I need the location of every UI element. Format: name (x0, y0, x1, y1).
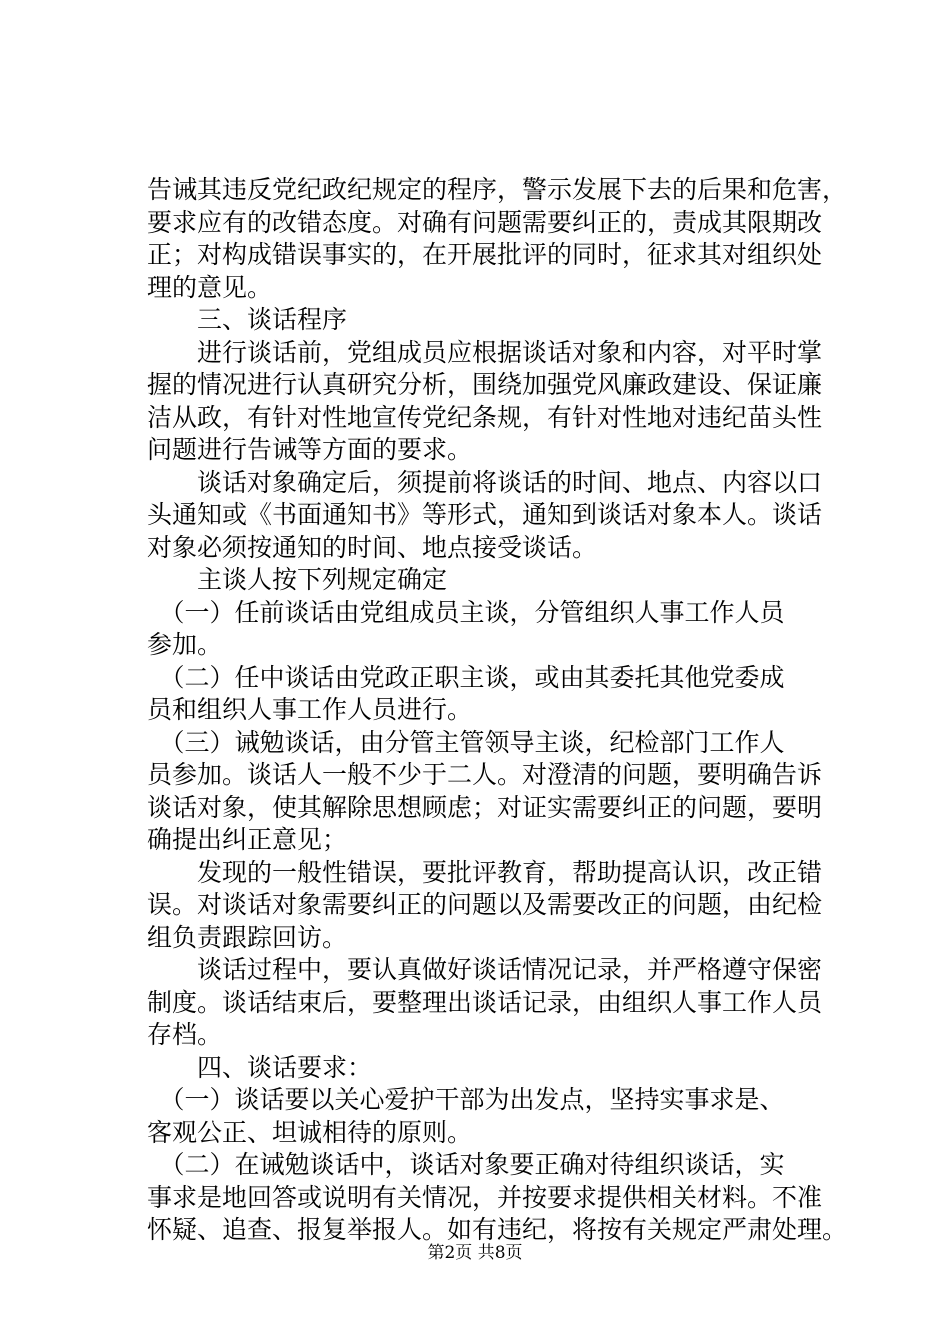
text-line: 参加。 (147, 630, 223, 659)
paragraph (147, 727, 847, 857)
text-line: 谈话过程中，要认真做好谈话情况记录，并严格遵守保密 (147, 955, 823, 984)
page-number-label: 第2页 共8页 (427, 1243, 523, 1263)
text-line: 谈话对象确定后，须提前将谈话的时间、地点、内容以口 (147, 467, 823, 497)
text-line: （三）诫勉谈话，由分管主管领导主谈，纪检部门工作人 (147, 727, 785, 757)
text-line: 握的情况进行认真研究分析，围绕加强党风廉政建设、保证廉 (147, 370, 823, 399)
paragraph (147, 1149, 847, 1247)
text-line: 谈话对象，使其解除思想顾虑；对证实需要纠正的问题，要明 (147, 792, 823, 822)
text-line: 员参加。谈话人一般不少于二人。对澄清的问题，要明确告诉 (147, 760, 823, 789)
text-line: 事求是地回答或说明有关情况，并按要求提供相关材料。不准 (147, 1182, 823, 1212)
text-line: （二）任中谈话由党政正职主谈，或由其委托其他党委成 (147, 662, 785, 692)
text-line: 客观公正、坦诚相待的原则。 (147, 1117, 473, 1147)
text-line: （一）任前谈话由党组成员主谈，分管组织人事工作人员 (147, 597, 785, 627)
paragraph (147, 564, 847, 597)
page-footer (0, 1243, 950, 1263)
paragraph (147, 597, 847, 662)
text-line: 洁从政，有针对性地宣传党纪条规，有针对性地对违纪苗头性 (147, 402, 823, 432)
text-line: 理的意见。 (147, 272, 273, 302)
text-line: 组负责跟踪回访。 (147, 922, 348, 952)
document-body (147, 174, 847, 1247)
text-line: 头通知或《书面通知书》等形式，通知到谈话对象本人。谈话 (147, 500, 823, 529)
text-line: （二）在诫勉谈话中，谈话对象要正确对待组织谈话，实 (147, 1150, 785, 1179)
paragraph (147, 857, 847, 955)
paragraph (147, 304, 847, 337)
text-line: 确提出纠正意见； (147, 825, 348, 854)
text-line: 主谈人按下列规定确定 (147, 565, 448, 594)
text-line: 怀疑、追查、报复举报人。如有违纪，将按有关规定严肃处理。 (147, 1215, 848, 1244)
text-line: 发现的一般性错误，要批评教育，帮助提高认识，改正错 (147, 857, 823, 887)
paragraph (147, 954, 847, 1052)
text-line: （一）谈话要以关心爱护干部为出发点，坚持实事求是、 (147, 1085, 785, 1114)
text-line: 三、谈话程序 (147, 305, 348, 334)
text-line: 制度。谈话结束后，要整理出谈话记录，由组织人事工作人员 (147, 987, 823, 1017)
text-line: 正；对构成错误事实的，在开展批评的同时，征求其对组织处 (147, 240, 823, 269)
text-line: 存档。 (147, 1020, 223, 1049)
paragraph (147, 174, 847, 304)
text-line: 误。对谈话对象需要纠正的问题以及需要改正的问题，由纪检 (147, 890, 823, 919)
text-line: 四、谈话要求： (147, 1052, 373, 1082)
text-line: 要求应有的改错态度。对确有问题需要纠正的，责成其限期改 (147, 207, 823, 237)
paragraph (147, 662, 847, 727)
text-line: 员和组织人事工作人员进行。 (147, 695, 473, 724)
text-line: 进行谈话前，党组成员应根据谈话对象和内容，对平时掌 (147, 337, 823, 367)
paragraph (147, 337, 847, 467)
paragraph (147, 1052, 847, 1085)
paragraph (147, 1084, 847, 1149)
text-line: 对象必须按通知的时间、地点接受谈话。 (147, 532, 598, 562)
text-line: 告诫其违反党纪政纪规定的程序，警示发展下去的后果和危害， (147, 175, 848, 204)
text-line: 问题进行告诫等方面的要求。 (147, 435, 473, 464)
paragraph (147, 467, 847, 565)
